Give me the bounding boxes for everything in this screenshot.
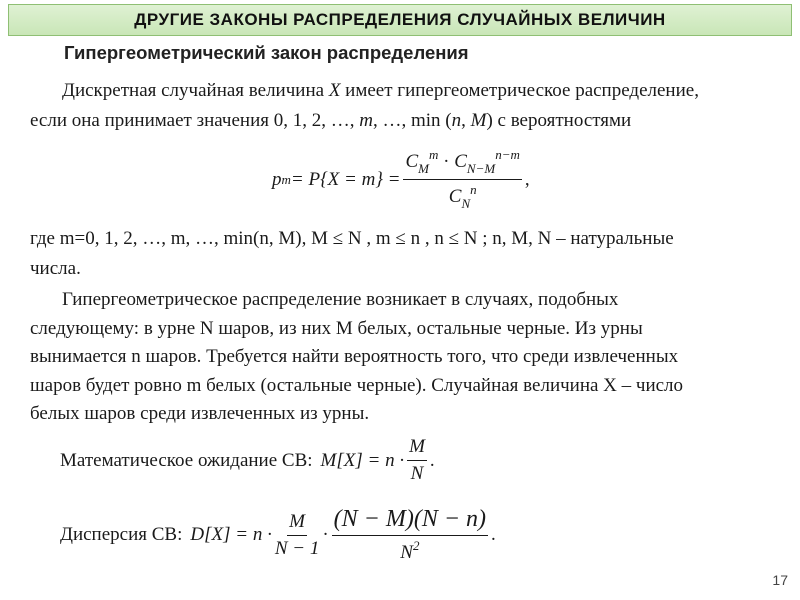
hypergeometric-pmf-formula: p m = P{X = m} = $\frac{C_M^m \cdot C_{N-M}^{n-m}}{C_N^n}$ , (272, 147, 530, 211)
description-paragraph: Гипергеометрическое распределение возникает в случаях, подобных следующему: в урне N шаров, из них M белых, остальные черные. Из урны вынимается n шаров. Требуется найти вероятность того, что среди извлеченных шаров будет ровно m белых (остальные черные). Случайная величина X – число белых шаров среди извлеченных из урны. (30, 289, 684, 424)
pmf-fraction: $\frac{C_M^m \cdot C_{N-M}^{n-m}}{C_N^n}$ (405, 147, 520, 211)
variance-fraction-2: $\frac{(N - M)(N - n)}{N^2}$ (333, 506, 487, 563)
intro-paragraph (30, 76, 770, 136)
section-heading: Гипергеометрический закон распределения (64, 42, 469, 63)
page-number: 17 (772, 572, 788, 588)
variance-formula: Дисперсия СВ: D[X] = n · $\frac{M}{N - 1}$ · $\frac{(N - M)(N - n)}{N^2}$ . (60, 506, 496, 563)
slide-title: ДРУГИЕ ЗАКОНЫ РАСПРЕДЕЛЕНИЯ СЛУЧАЙНЫХ ВЕЛИЧИН (134, 10, 666, 29)
expectation-formula: Математическое ожидание СВ: M[X] = n · $\frac{M}{N}$ . (60, 436, 435, 484)
slide-title-banner (8, 4, 792, 36)
intro-line-2: если она принимает значения 0, 1, 2, …, m, …, min (n, M) с вероятностями (30, 110, 632, 131)
variance-fraction-1: $\frac{M}{N - 1}$ (274, 510, 320, 559)
expectation-fraction: $\frac{M}{N}$ (409, 436, 425, 484)
intro-line-1: Дискретная случайная величина X имеет гипергеометрическое распределение, (62, 80, 699, 101)
where-clause: где m=0, 1, 2, …, m, …, min(n, M), M ≤ N , m ≤ n , n ≤ N ; n, M, N – натуральные числа. (30, 228, 674, 279)
